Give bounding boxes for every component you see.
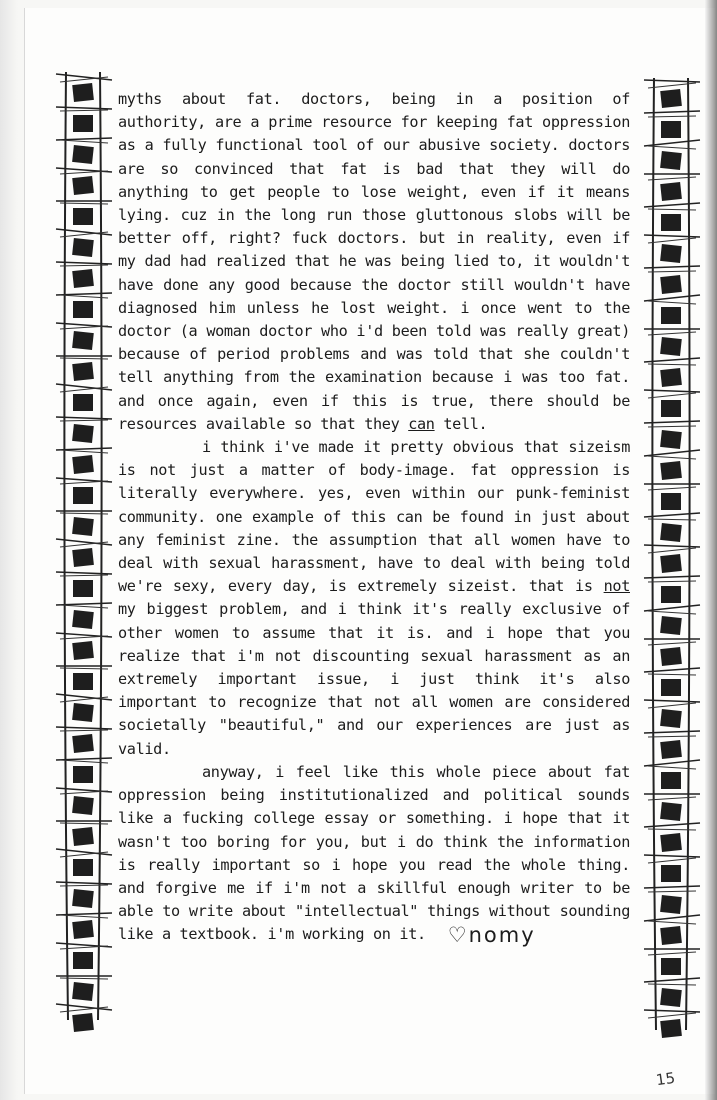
hatched-block [660,554,682,573]
hatched-block [72,734,94,753]
hatched-block [661,586,681,603]
hatched-block [660,368,682,387]
hatched-block [661,772,681,789]
hatched-block [660,709,682,728]
cross-line [644,915,700,921]
hatched-block [660,182,682,201]
cross-line [56,107,112,109]
hatched-block [72,424,94,443]
hatched-block [660,337,682,356]
cross-line [644,80,700,82]
cross-line [56,913,112,915]
cross-line [56,882,112,884]
hatched-block [660,833,682,852]
text-segment: i think i've made it pretty obvious that sizeism is not just a matter of body-image. fat oppression is literally everywhere. yes, even within our punk-feminist community. one example of this can be found in just about any feminist zine. the assumption that all women have to deal with sexual harassment, have to deal with being told we're sexy, every day, is extremely sizeist. that is [118,438,630,596]
hatched-block [72,1013,94,1032]
hatched-block [73,301,93,318]
hatched-block [72,796,94,815]
hatched-block [72,827,94,846]
page-number: 15 [654,1068,677,1090]
hatched-block [73,487,93,504]
right-vine-border [644,78,700,1038]
hatched-block [661,958,681,975]
hatched-block [660,802,682,821]
hatched-block [72,641,94,660]
vine-line [98,72,102,1020]
hatched-block [660,523,682,542]
hatched-block [72,703,94,722]
hatched-block [72,889,94,908]
cross-line [644,823,700,827]
text-segment: myths about fat. doctors, being in a position of authority, are a prime resource for keeping fat oppression as a fully functional tool of our abusive society. doctors are so convinced that fat is bad that they will do anything to get people to lose weight, even if it means lying. cuz in the long run those gluttonous slobs will be better off, right? fuck doctors. but in reality, even if my dad had realized that he was being lied to, it wouldn't have done any good because the doctor still wouldn't have diagnosed him unless he lost weight. i once went to the doctor (a woman doctor who i'd been told was really great) because of period problems and was told that she couldn't tell anything from the examination because i was too fat. and once again, even if this is true, there should be resources available so that they [118,90,630,433]
hatched-block [73,766,93,783]
left-vine-border [56,72,112,1032]
hatched-block [660,1019,682,1038]
hatched-block [72,982,94,1001]
hatched-block [72,517,94,536]
hatched-block [661,121,681,138]
hatched-block [72,176,94,195]
hatched-block [660,926,682,945]
paragraph-3 [118,761,630,948]
paragraph-1 [118,88,630,436]
cross-line [644,886,700,888]
hatched-block [72,455,94,474]
hatched-block [72,269,94,288]
hatched-block [73,208,93,225]
hatched-block [660,988,682,1007]
hatched-block [73,394,93,411]
hatched-block [661,214,681,231]
hatched-block [660,616,682,635]
cross-line [644,855,700,857]
underlined-word: can [408,414,435,433]
signature: ♡nomy [447,923,536,948]
hatched-block [660,275,682,294]
cross-line [644,760,700,766]
hatched-block [660,244,682,263]
text-segment: tell. [434,414,488,433]
hatched-block [73,673,93,690]
hatched-block [661,865,681,882]
hatched-block [660,89,682,108]
hatched-block [660,647,682,666]
hatched-block [660,430,682,449]
hatched-block [72,238,94,257]
cross-line [644,111,700,113]
hatched-block [73,580,93,597]
hatched-block [72,83,94,102]
hatched-block [73,115,93,132]
hatched-block [661,679,681,696]
vine-line [686,78,690,1030]
hatched-block [661,400,681,417]
cross-line [644,1010,700,1012]
cross-line [56,138,112,140]
hatched-block [73,859,93,876]
hatched-block [73,952,93,969]
hatched-block [661,307,681,324]
hatched-block [72,920,94,939]
article-text [118,88,630,948]
cross-line [644,978,700,982]
hatched-block [660,151,682,170]
hatched-block [72,362,94,381]
paragraph-2 [118,436,630,761]
hatched-block [661,493,681,510]
cross-line [644,140,700,146]
cross-line [56,758,112,760]
hatched-block [660,740,682,759]
hatched-block [72,548,94,567]
hatched-block [72,145,94,164]
text-segment: my biggest problem, and i think it's really exclusive of other women to assume that it is. and i hope that you realize that i'm not discounting sexual harassment as an extremely important issue, i just think it's also important to recognize that not all women are considered societally "beautiful," and our experiences are just as valid. [118,600,630,758]
hatched-block [72,610,94,629]
text-segment: anyway, i feel like this whole piece about fat oppression being institutionalized and political sounds like a fucking college essay or something. i hope that it wasn't too boring for you, but i do think the information is really important so i hope you read the whole thing. and forgive me if i'm not a skillful enough writer to be able to write about "intellectual" things without sounding like a textbook. i'm working on it. [118,762,630,944]
hatched-block [660,895,682,914]
hatched-block [72,331,94,350]
hatched-block [660,461,682,480]
underlined-word: not [603,577,630,596]
